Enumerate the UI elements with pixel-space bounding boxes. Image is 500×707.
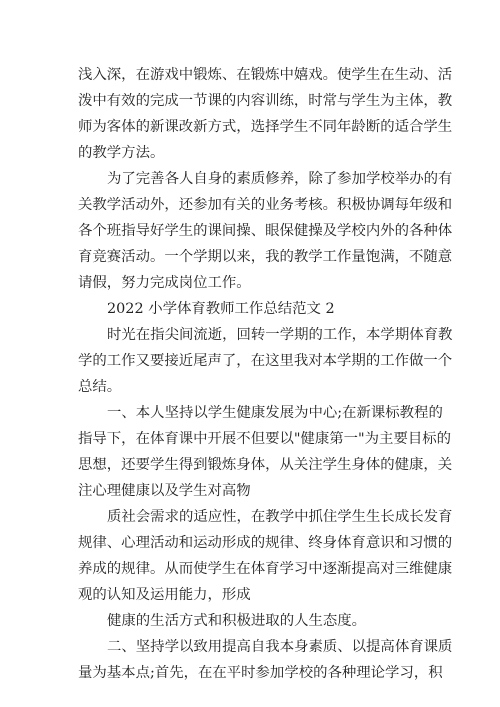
text-line: 师为客体的新课改新方式，选择学生不同年龄断的适合学生 <box>78 119 453 135</box>
text-line: 指导下，在体育课中开展不但要以"健康第一"为主要目标的 <box>78 431 452 447</box>
section-heading: 2022 小学体育教师工作总结范文 2 <box>107 301 335 317</box>
paragraph-first-line: 一、本人坚持以学生健康发展为中心;在新课标教程的 <box>107 405 443 421</box>
paragraph-first-line: 质社会需求的适应性，在教学中抓住学生生长成长发育 <box>107 509 453 525</box>
text-line: 学的工作又要接近尾声了，在这里我对本学期的工作做一个 <box>78 353 453 369</box>
text-line: 观的认知及运用能力，形成 <box>78 587 251 603</box>
document-page <box>78 62 453 686</box>
text-line: 泼中有效的完成一节课的内容训练，时常与学生为主体，教 <box>78 93 453 109</box>
text-line: 总结。 <box>78 379 122 395</box>
paragraph-first-line: 二、坚持学以致用提高自我本身素质、以提高体育课质 <box>107 639 453 655</box>
text-line: 规律、心理活动和运动形成的规律、终身体育意识和习惯的 <box>78 535 453 551</box>
text-line: 的教学方法。 <box>78 145 165 161</box>
text-line: 育竞赛活动。一个学期以来，我的教学工作量饱满，不随意 <box>78 249 453 265</box>
paragraph-first-line: 为了完善各人自身的素质修养，除了参加学校举办的有 <box>107 171 453 187</box>
text-line: 注心理健康以及学生对高物 <box>78 483 251 499</box>
text-line: 请假，努力完成岗位工作。 <box>78 275 251 291</box>
text-line: 各个班指导好学生的课间操、眼保健操及学校内外的各种体 <box>78 223 453 239</box>
paragraph-first-line: 健康的生活方式和积极进取的人生态度。 <box>107 613 367 629</box>
text-line: 养成的规律。从而使学生在体育学习中逐渐提高对三维健康 <box>78 561 453 577</box>
text-line: 思想，还要学生得到锻炼身体，从关注学生身体的健康，关 <box>78 457 453 473</box>
paragraph-first-line: 时光在指尖间流逝，回转一学期的工作，本学期体育教 <box>107 327 453 343</box>
text-line: 量为基本点;首先，在在平时参加学校的各种理论学习，积 <box>78 665 443 681</box>
text-line: 浅入深，在游戏中锻炼、在锻炼中嬉戏。使学生在生动、活 <box>78 67 453 83</box>
text-line: 关教学活动外，还参加有关的业务考核。积极协调每年级和 <box>78 197 453 213</box>
